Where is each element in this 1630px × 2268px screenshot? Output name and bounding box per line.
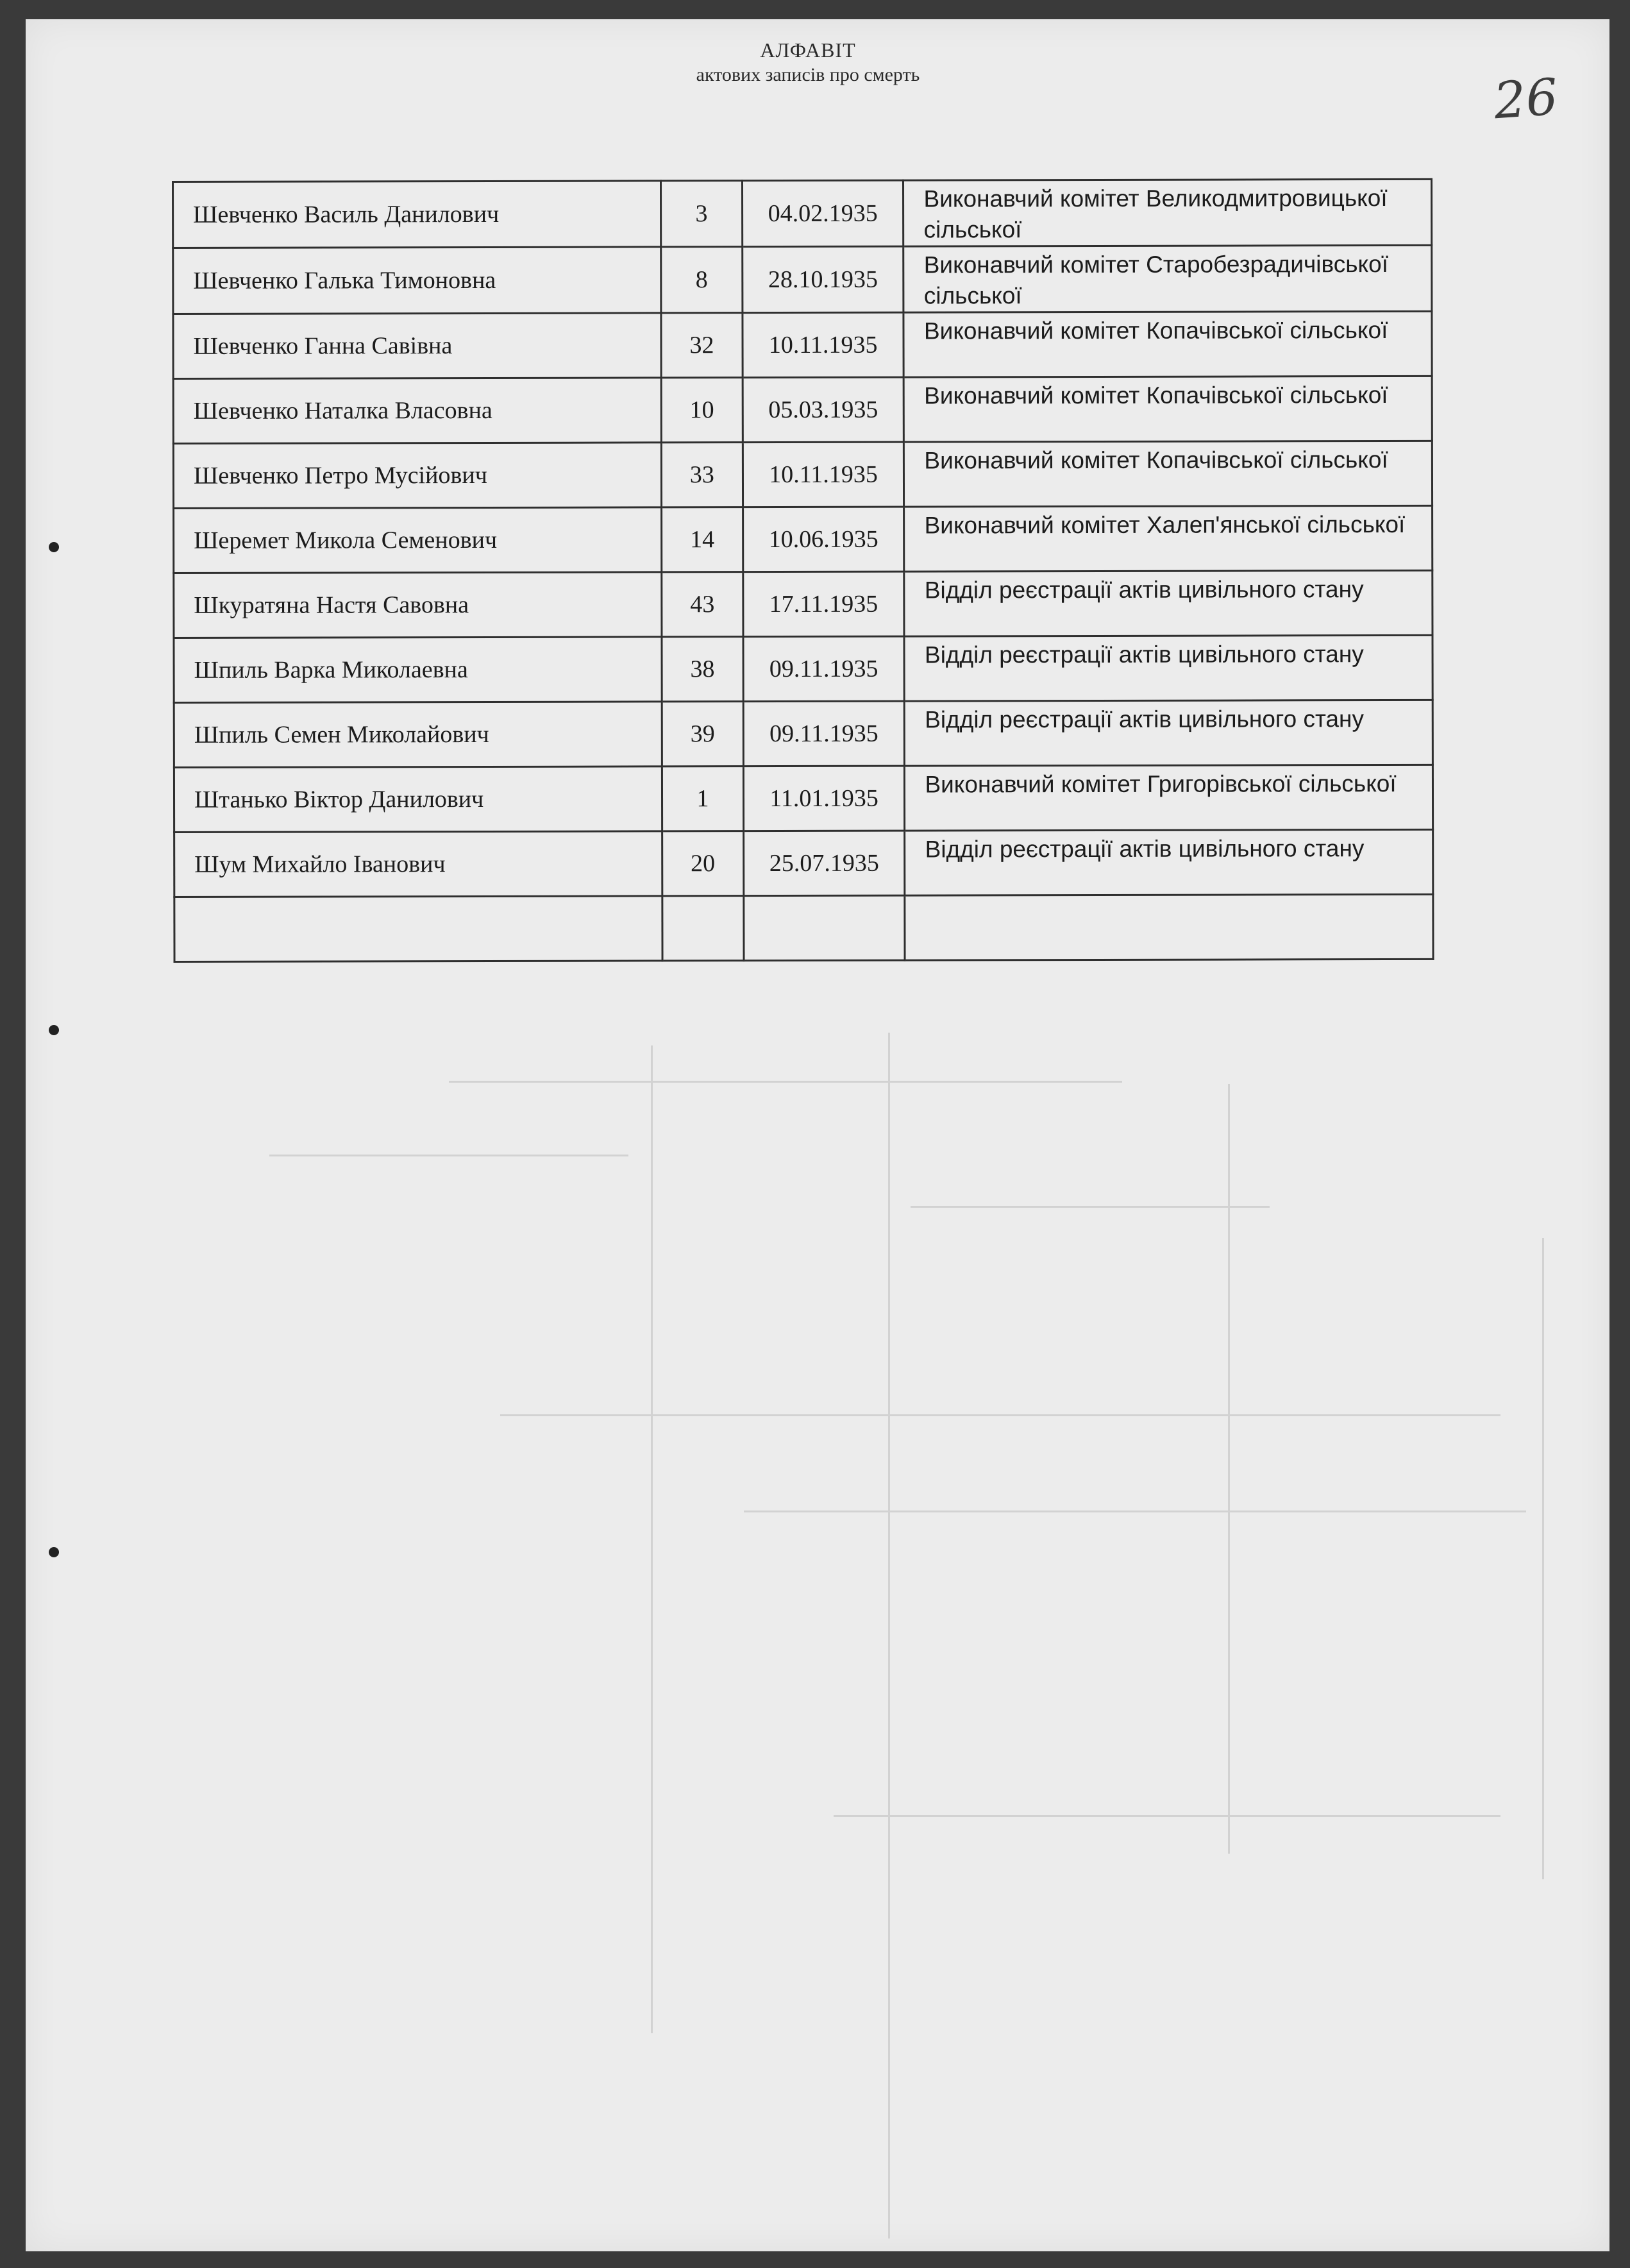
table-row [174, 700, 1433, 767]
record-number [662, 896, 744, 961]
death-records-table [172, 178, 1434, 963]
record-number: 43 [662, 572, 743, 637]
record-office: Виконавчий комітет Халеп'янської сільської [904, 505, 1433, 571]
punch-hole [49, 1547, 59, 1557]
record-name: Шпиль Варка Миколаевна [174, 637, 662, 703]
record-number: 39 [662, 702, 743, 766]
bleed-through-line [1228, 1084, 1230, 1854]
record-name: Шевченко Галька Тимоновна [173, 247, 661, 314]
table-row [174, 894, 1433, 961]
table-row [173, 376, 1432, 443]
record-office: Відділ реєстрації актів цивільного стану [904, 635, 1433, 701]
record-office: Відділ реєстрації актів цивільного стану [905, 829, 1433, 895]
record-name [174, 896, 662, 962]
record-number: 20 [662, 831, 744, 896]
table-row [174, 635, 1433, 702]
record-name: Штанько Віктор Данилович [174, 766, 662, 833]
table-row [173, 179, 1432, 248]
record-date: 09.11.1935 [743, 701, 905, 766]
record-date: 28.10.1935 [742, 246, 903, 313]
record-name: Шевченко Наталка Власовна [173, 378, 661, 444]
bleed-through-line [651, 1045, 653, 2033]
bleed-through-line [1542, 1238, 1544, 1879]
record-name: Шевченко Ганна Савівна [173, 313, 661, 379]
bleed-through-line [888, 1033, 890, 2238]
record-name: Шеремет Микола Семенович [174, 507, 662, 573]
record-date: 17.11.1935 [743, 571, 905, 637]
record-number: 1 [662, 766, 743, 831]
record-number: 10 [661, 378, 743, 443]
table-row [174, 765, 1433, 832]
record-number: 32 [661, 313, 743, 378]
record-name: Шпиль Семен Миколайович [174, 702, 662, 768]
record-office: Відділ реєстрації актів цивільного стану [904, 570, 1433, 636]
record-office: Виконавчий комітет Копачівської сільської [904, 441, 1433, 507]
bleed-through-line [449, 1081, 1122, 1083]
document-title: АЛФАВІТ [760, 38, 856, 62]
record-office: Виконавчий комітет Старобезрадичівської сільської [903, 245, 1432, 312]
document-header [667, 37, 949, 87]
record-date: 05.03.1935 [743, 377, 904, 443]
bleed-through-line [834, 1815, 1500, 1817]
bleed-through-line [911, 1206, 1270, 1208]
record-name: Шум Михайло Іванович [174, 831, 662, 897]
table-row [173, 245, 1432, 314]
record-number: 14 [662, 507, 743, 572]
record-office: Виконавчий комітет Копачівської сільської [904, 376, 1433, 442]
table-row [173, 311, 1432, 378]
record-number: 33 [661, 443, 743, 507]
record-name: Шевченко Петро Мусійович [173, 443, 661, 509]
record-date: 09.11.1935 [743, 636, 905, 702]
record-office: Виконавчий комітет Григорівської сільської [905, 765, 1433, 831]
table-row [174, 505, 1433, 573]
table-row [173, 441, 1432, 508]
record-number: 8 [661, 247, 743, 313]
record-name: Шкуратяна Настя Савовна [174, 572, 662, 638]
record-number: 3 [661, 181, 743, 247]
bleed-through-line [744, 1511, 1526, 1512]
handwritten-page-number: 26 [1491, 68, 1560, 131]
record-date: 04.02.1935 [742, 180, 903, 247]
bleed-through-line [500, 1414, 1500, 1416]
record-date: 10.11.1935 [743, 442, 904, 507]
record-office: Виконавчий комітет Великодмитровицької сільської [903, 179, 1432, 246]
punch-hole [49, 1025, 59, 1035]
record-name: Шевченко Василь Данилович [173, 181, 661, 248]
document-subtitle: актових записів про смерть [696, 64, 920, 85]
record-date: 10.11.1935 [743, 312, 904, 378]
table-row [174, 570, 1433, 638]
record-date [744, 895, 905, 961]
record-date: 25.07.1935 [743, 831, 905, 896]
punch-hole [49, 542, 59, 552]
bleed-through-line [269, 1155, 628, 1156]
record-office [905, 894, 1433, 960]
record-date: 11.01.1935 [743, 766, 905, 831]
record-office: Відділ реєстрації актів цивільного стану [905, 700, 1433, 766]
record-number: 38 [662, 637, 743, 702]
record-office: Виконавчий комітет Копачівської сільської [903, 311, 1432, 377]
record-date: 10.06.1935 [743, 507, 904, 572]
table-row [174, 829, 1433, 897]
